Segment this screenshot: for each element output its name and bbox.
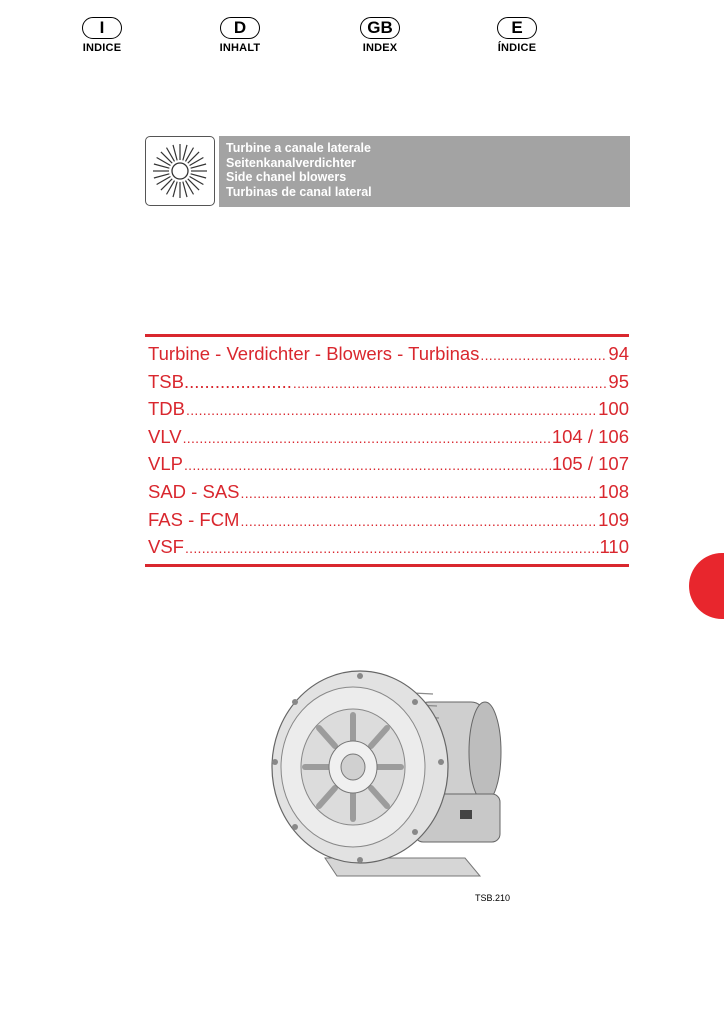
- toc-entry-page: 110: [599, 536, 629, 558]
- lang-italian: [57, 17, 147, 54]
- toc-bottom-rule: [145, 564, 629, 567]
- toc-entry-page: 105 / 107: [551, 453, 629, 475]
- toc-entry-title: SAD - SAS: [148, 480, 240, 502]
- fan-blade: [154, 174, 169, 178]
- toc-leader-dots: [184, 453, 551, 479]
- fan-blade: [173, 145, 177, 160]
- toc-entry: [148, 424, 629, 452]
- toc-entry: [148, 341, 629, 369]
- toc-entry-page: 100: [598, 398, 629, 420]
- toc-entry-page: 108: [598, 480, 629, 502]
- section-title-en: Side chanel blowers: [226, 170, 347, 185]
- toc-entry-title: TDB: [148, 398, 185, 420]
- toc-entry-title: TSB.....................: [148, 370, 292, 392]
- side-channel-blower-image: [265, 662, 510, 892]
- toc-leader-dots: [240, 509, 597, 535]
- toc-entry: [148, 507, 629, 535]
- fan-impeller-icon: [145, 136, 215, 206]
- toc-entry: [148, 369, 629, 397]
- lang-label: ÍNDICE: [497, 42, 537, 54]
- fan-blade: [154, 164, 169, 168]
- fan-blade: [191, 164, 206, 168]
- toc-leader-dots: [185, 536, 599, 562]
- figure-caption: TSB.210: [475, 893, 511, 903]
- toc-leader-dots: [480, 343, 607, 369]
- lang-spanish: [472, 17, 562, 54]
- toc-leader-dots: [293, 371, 608, 397]
- toc-entry-title: Turbine - Verdichter - Blowers - Turbinas: [148, 343, 480, 364]
- toc-entry: [148, 396, 629, 424]
- toc-entry-page: 109: [598, 508, 629, 530]
- fan-blade: [183, 145, 187, 160]
- lang-code-badge: D: [220, 17, 260, 39]
- toc-list: [145, 337, 629, 564]
- fan-blade: [173, 182, 177, 197]
- section-title-de: Seitenkanalverdichter: [226, 155, 356, 170]
- toc-entry-page: 104 / 106: [551, 425, 629, 447]
- table-of-contents: [145, 334, 629, 567]
- fan-blade: [191, 174, 206, 178]
- toc-leader-dots: [183, 426, 551, 452]
- toc-entry-title: VLV: [148, 425, 182, 447]
- toc-entry-page: 95: [608, 370, 629, 392]
- toc-leader-dots: [186, 398, 597, 424]
- lang-code-badge: GB: [360, 17, 400, 39]
- lang-english: [335, 17, 425, 54]
- toc-entry-title: FAS - FCM: [148, 508, 240, 530]
- toc-entry: [148, 479, 629, 507]
- section-title-it: Turbine a canale laterale: [226, 141, 371, 155]
- section-side-tab: [689, 553, 724, 619]
- section-header: [145, 136, 630, 207]
- toc-entry: [148, 451, 629, 479]
- toc-entry-title: VLP: [148, 453, 183, 475]
- section-title-es: Turbinas de canal lateral: [226, 184, 372, 199]
- toc-entry-page: 94: [608, 343, 629, 364]
- fan-blade: [183, 182, 187, 197]
- lang-german: [195, 17, 285, 54]
- toc-entry: [148, 534, 629, 562]
- lang-label: INDICE: [82, 42, 122, 54]
- lang-label: INDEX: [362, 42, 398, 54]
- section-title-band: [219, 136, 630, 207]
- lang-code-badge: E: [497, 17, 537, 39]
- toc-entry-title: VSF: [148, 536, 184, 558]
- toc-leader-dots: [241, 481, 598, 507]
- lang-label: INHALT: [219, 42, 261, 54]
- lang-code-badge: I: [82, 17, 122, 39]
